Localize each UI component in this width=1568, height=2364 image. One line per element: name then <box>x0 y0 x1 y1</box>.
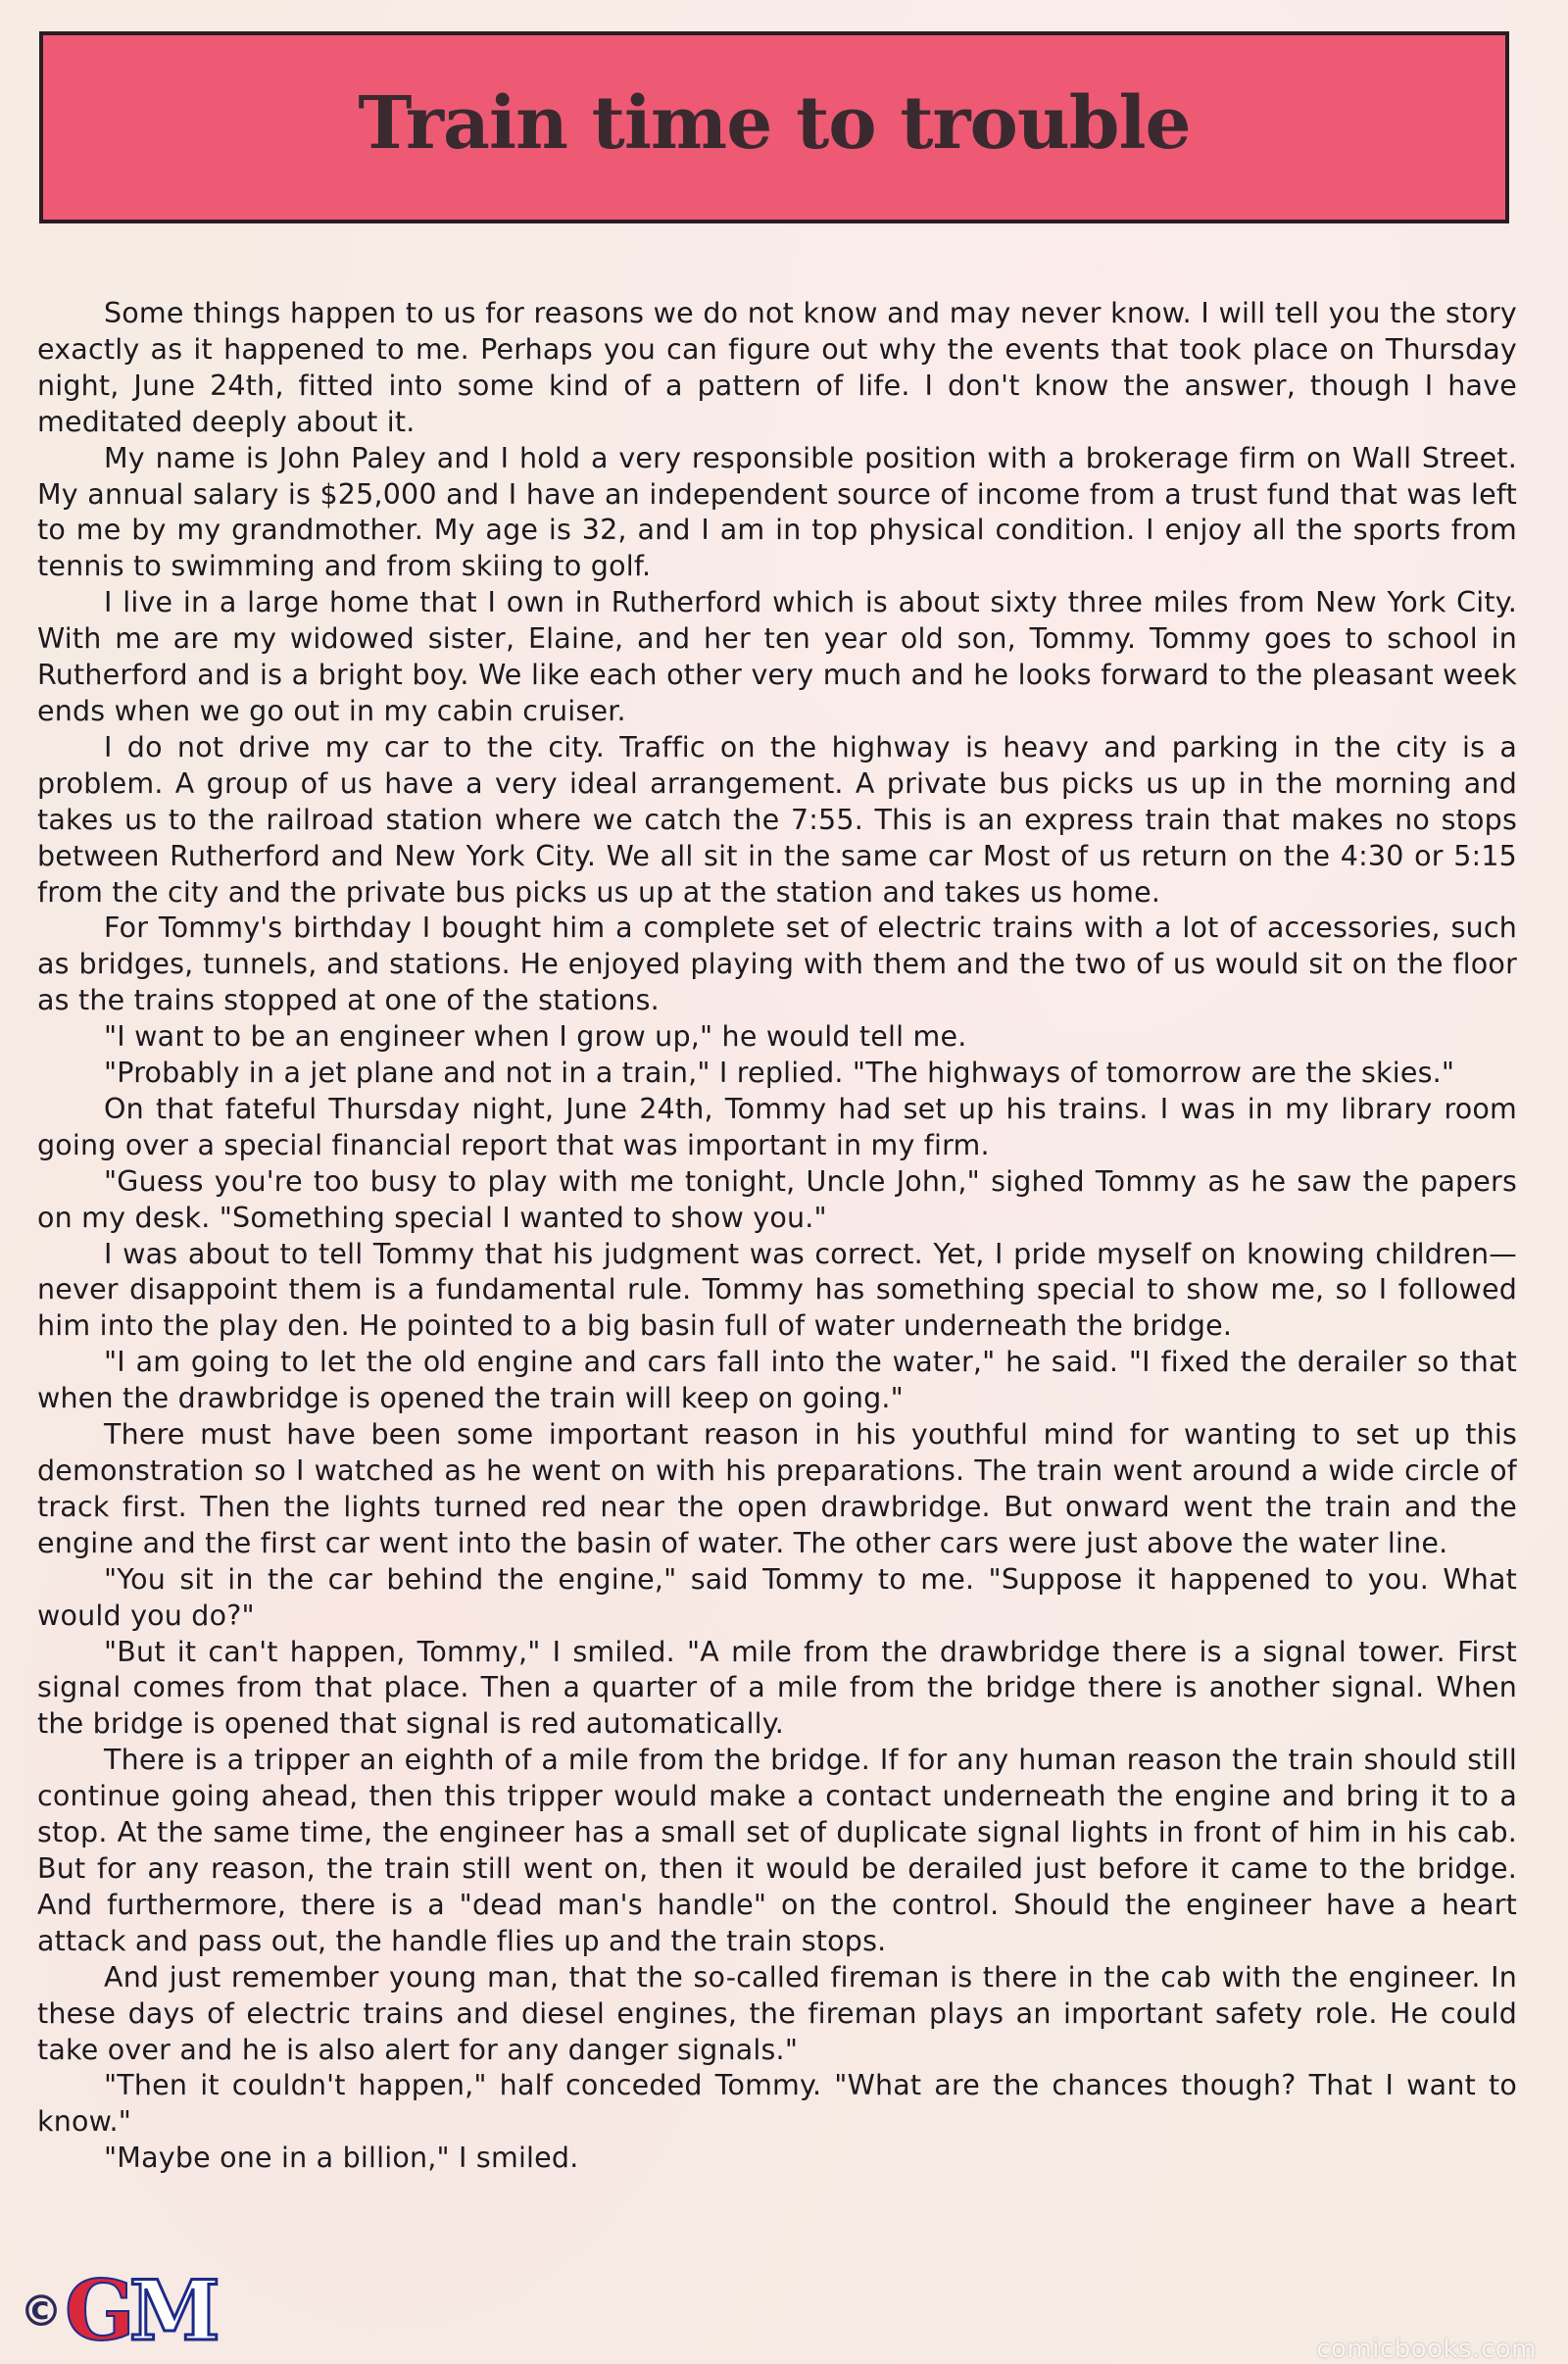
paragraph: There must have been some important reason in his youthful mind for wanting to set up this demonstration so I watched as he went on with his preparations. The train went around a wide circle of track first. Then the lights turned red near the open drawbridge. But onward went the train and the engine and the first car went into the basin of water. The other cars were just above the water line. <box>37 1418 1517 1559</box>
paragraph: Some things happen to us for reasons we do not know and may never know. I will tell you the story exactly as it happened to me. Perhaps you can figure out why the events that took place on Thursday night, June 24th, fitted into some kind of a pattern of life. I don't know the answer, though I have meditated deeply about it. <box>37 297 1517 438</box>
title-banner <box>39 31 1509 223</box>
paragraph: There is a tripper an eighth of a mile from the bridge. If for any human reason the train should still continue going ahead, then this tripper would make a contact underneath the engine and bring it to a stop. At the same time, the engineer has a small set of duplicate signal lights in front of him in his cab. But for any reason, the train still went on, then it would be derailed just before it came to the bridge. And furthermore, there is a "dead man's handle" on the control. Should the engineer have a heart attack and pass out, the handle flies up and the train stops. <box>37 1744 1517 1957</box>
paragraph: "But it can't happen, Tommy," I smiled. "A mile from the drawbridge there is a signal tower. First signal comes from that place. Then a quarter of a mile from the bridge there is another signal. When the bridge is opened that signal is red automatically. <box>37 1635 1517 1741</box>
page-title: Train time to trouble <box>358 81 1191 166</box>
watermark: comicbooks.com <box>1316 2335 1537 2364</box>
copyright-symbol: © <box>20 2286 63 2337</box>
paragraph: On that fateful Thursday night, June 24th, Tommy had set up his trains. I was in my library room going over a special financial report that was important in my firm. <box>37 1092 1517 1161</box>
paragraph: "Then it couldn't happen," half conceded Tommy. "What are the chances though? That I want to know." <box>37 2069 1517 2139</box>
paragraph: My name is John Paley and I hold a very responsible position with a brokerage firm on Wall Street. My annual salary is $25,000 and I have an independent source of income from a trust fund that was left to me by my grandmother. My age is 32, and I am in top physical condition. I enjoy all the sports from tennis to swimming and from skiing to golf. <box>37 441 1517 583</box>
paragraph: "You sit in the car behind the engine," said Tommy to me. "Suppose it happened to you. What would you do?" <box>37 1562 1517 1632</box>
paragraph: I do not drive my car to the city. Traffic on the highway is heavy and parking in the city is a problem. A group of us have a very ideal arrangement. A private bus picks us up in the morning and takes us to the railroad station where we catch the 7:55. This is an express train that makes no stops between Rutherford and New York City. We all sit in the same car Most of us return on the 4:30 or 5:15 from the city and the private bus picks us up at the station and takes us home. <box>37 730 1517 909</box>
story-text <box>37 296 1517 2246</box>
logo-letter-g: G <box>65 2262 135 2359</box>
paragraph: I was about to tell Tommy that his judgment was correct. Yet, I pride myself on knowing children—never disappoint them is a fundamental rule. Tommy has something special to show me, so I followed him into the play den. He pointed to a big basin full of water underneath the bridge. <box>37 1237 1517 1343</box>
logo-letter-m: M <box>128 2262 220 2359</box>
publisher-logo <box>20 2262 220 2359</box>
paragraph: For Tommy's birthday I bought him a complete set of electric trains with a lot of accessories, such as bridges, tunnels, and stations. He enjoyed playing with them and the two of us would sit on the floor as the trains stopped at one of the stations. <box>37 911 1517 1017</box>
paragraph: And just remember young man, that the so-called fireman is there in the cab with the engineer. In these days of electric trains and diesel engines, the fireman plays an important safety role. He could take over and he is also alert for any danger signals." <box>37 1960 1517 2066</box>
paragraph: "Probably in a jet plane and not in a train," I replied. "The highways of tomorrow are the skies." <box>104 1057 1455 1090</box>
paragraph: "Guess you're too busy to play with me tonight, Uncle John," sighed Tommy as he saw the papers on my desk. "Something special I wanted to show you." <box>37 1164 1517 1234</box>
paragraph: I live in a large home that I own in Rutherford which is about sixty three miles from New York City. With me are my widowed sister, Elaine, and her ten year old son, Tommy. Tommy goes to school in Rutherford and is a bright boy. We like each other very much and he looks forward to the pleasant week ends when we go out in my cabin cruiser. <box>37 586 1517 727</box>
paragraph: "I want to be an engineer when I grow up," he would tell me. <box>104 1020 967 1054</box>
paragraph: "Maybe one in a billion," I smiled. <box>104 2142 579 2175</box>
paragraph: "I am going to let the old engine and cars fall into the water," he said. "I fixed the derailer so that when the drawbridge is opened the train will keep on going." <box>37 1346 1517 1415</box>
